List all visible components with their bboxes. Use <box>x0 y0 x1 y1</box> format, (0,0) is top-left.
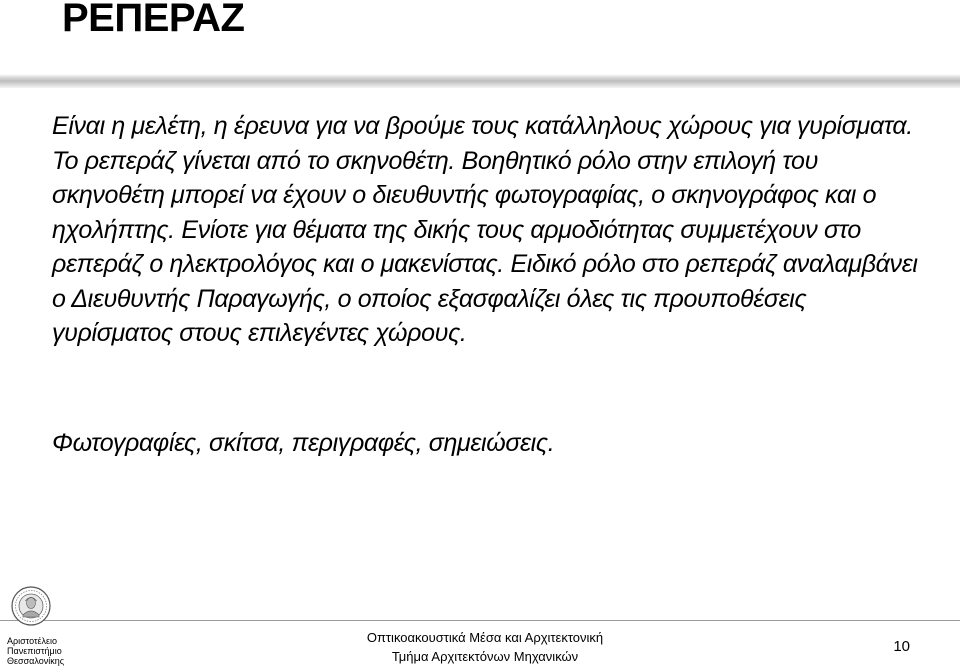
body-paragraph: Είναι η μελέτη, η έρευνα για να βρούμε τους κατάλληλους χώρους για γυρίσματα. Το ρεπεράζ γίνεται από το σκηνοθέτη. Βοηθητικό ρόλο στην επιλογή του σκηνοθέτη μπορεί να έχουν ο διευθυντής φωτογραφίας, ο σκηνογράφος και ο ηχολήπτης. Ενίοτε για θέματα της δικής τους αρμοδιότητας συμμετέχουν στο ρεπεράζ ο ηλεκτρολόγος και ο μακενίστας. Ειδικό ρόλο στο ρεπεράζ αναλαμβάνει ο Διευθυντής Παραγωγής, ο οποίος εξασφαλίζει όλες τις προυποθέσεις γυρίσματος στους επιλεγέντες χώρους. <box>52 112 918 347</box>
university-name-line: Θεσσαλονίκης <box>7 656 65 666</box>
university-name-line: Αριστοτέλειο <box>7 636 58 646</box>
course-title: Οπτικοακουστικά Μέσα και Αρχιτεκτονική <box>366 630 604 645</box>
materials-paragraph: Φωτογραφίες, σκίτσα, περιγραφές, σημειώσεις. <box>52 429 555 457</box>
university-seal-icon <box>11 586 51 626</box>
page-number: 10 <box>893 638 910 655</box>
slide-title: ΡΕΠΕΡΑΖ <box>62 0 245 40</box>
university-name <box>7 636 64 666</box>
footer-course-info <box>335 628 635 666</box>
department-name: Τμήμα Αρχιτεκτόνων Μηχανικών <box>391 649 579 664</box>
footer-divider <box>0 620 960 621</box>
university-name-line: Πανεπιστήμιο <box>7 646 62 656</box>
title-divider <box>0 74 960 88</box>
